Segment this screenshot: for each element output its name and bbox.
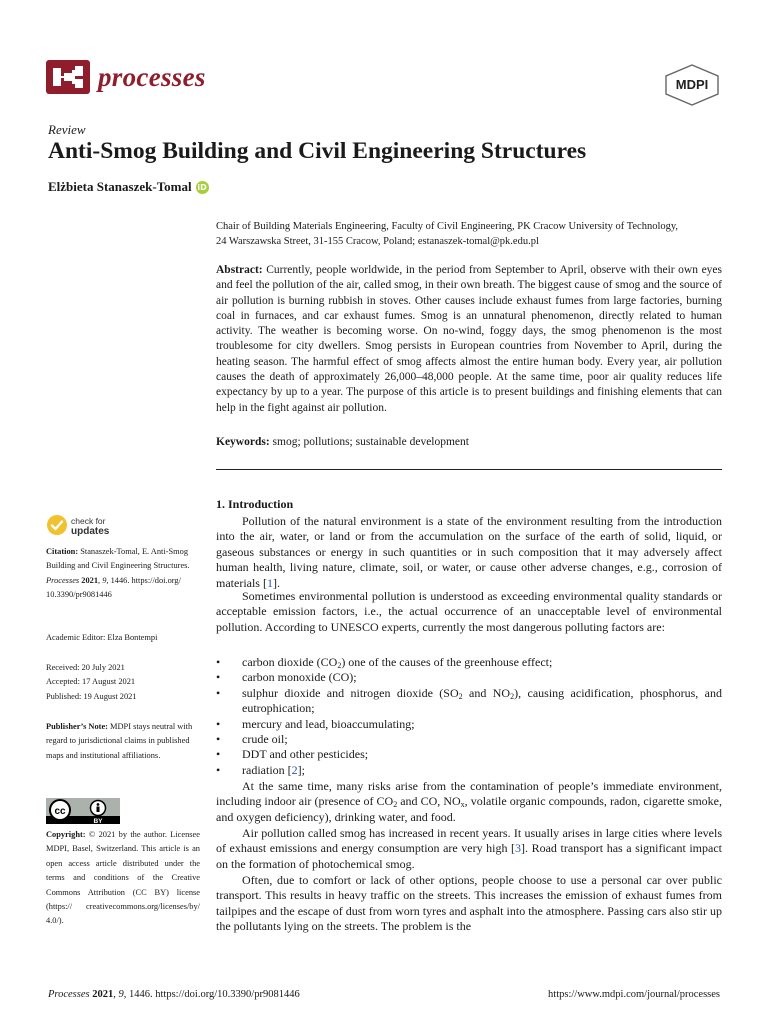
cc-by-label: BY	[93, 818, 103, 824]
affiliation-line: Chair of Building Materials Engineering, Faculty of Civil Engineering, PK Cracow University of Technology,	[216, 221, 679, 232]
citation-label: Citation:	[46, 547, 79, 556]
reference-link[interactable]: 3	[515, 841, 522, 856]
paragraph-text: Sometimes environmental pollution is understood as exceeding environmental quality standards or acceptable emission factors, i.e., the actual occurrence of an unacceptable level of environmental pollution. According to UNESCO experts, currently the most dangerous polluting factors are:	[216, 589, 722, 634]
subscript: 2	[458, 691, 463, 701]
list-item	[216, 717, 722, 732]
list-item-text: mercury and lead, bioaccumulating;	[242, 716, 415, 731]
received-date: Received: 20 July 2021	[46, 663, 125, 672]
check-updates-label: check for	[71, 516, 106, 526]
list-item-text: ];	[297, 762, 305, 777]
list-item	[216, 747, 722, 762]
footer-journal-url[interactable]: https://www.mdpi.com/journal/processes	[548, 989, 720, 1000]
bullet-icon: •	[216, 762, 221, 777]
list-item	[216, 686, 722, 717]
check-updates-label: updates	[71, 526, 110, 537]
mdpi-logo-icon[interactable]	[664, 64, 720, 106]
subscript: x	[460, 800, 465, 810]
list-item-text: crude oil;	[242, 732, 288, 747]
footer-doi-link[interactable]: , 1446. https://doi.org/10.3390/pr9081446	[123, 989, 300, 1000]
published-date: Published: 19 August 2021	[46, 691, 137, 701]
copyright	[46, 828, 200, 929]
list-item-text: ), causing acidification, phosphorus, and eutrophication;	[242, 685, 722, 716]
paragraph	[216, 826, 722, 872]
list-item	[216, 763, 722, 778]
author-name[interactable]: Elżbieta Stanaszek-Tomal	[48, 179, 192, 194]
list-item	[216, 732, 722, 747]
bullet-icon: •	[216, 685, 221, 700]
citation-volume: 9	[102, 575, 107, 585]
paragraph-text: ].	[272, 575, 280, 590]
publisher-name: MDPI	[675, 77, 709, 92]
paragraph-text: Air pollution called smog has increased in recent years. It usually arises in large cities where levels of exhaust emissions and energy consumption are very high [	[216, 826, 722, 856]
bullet-icon: •	[216, 716, 221, 731]
abstract-label: Abstract:	[216, 264, 263, 276]
paragraph-text: At the same time, many risks arise from the contamination of people’s immediate environment, including indoor air (presence of CO	[216, 779, 722, 809]
footer-volume: 9	[118, 989, 124, 1000]
paragraph	[216, 873, 722, 935]
abstract-text: Currently, people worldwide, in the period from September to April, observe with their own eyes and feel the pollution of the air, called smog, in their own breath. The biggest cause of smog and the source of air pollution is burning rubbish in stoves. Other causes include exhaust fumes from large factories, burning coal in furnaces, and car exhaust fumes. Smog is an unnatural phenomenon, directly related to human activity. The weather is becoming worse. On no-wind, foggy days, the smog phenomenon is the most troublesome for city dwellers. Smog persists in European countries from November to April, during the heating season. The harmful effect of smog affects almost the entire human body. Every year, air pollution causes the death of approximately 26,000–48,000 people. At the same time, poor air quality reduces life expectancy by up to a year. The purpose of this article is to present buildings and finishing elements that can help in the fight against air pollution.	[216, 264, 722, 414]
citation-journal: Processes	[46, 575, 80, 585]
list-item-text: DDT and other pesticides;	[242, 747, 369, 762]
list-item-text: carbon monoxide (CO);	[242, 670, 357, 685]
section-heading: 1. Introduction	[216, 497, 294, 511]
list-item-text: and NO	[462, 685, 511, 700]
journal-name[interactable]: processes	[98, 62, 206, 92]
affiliation	[216, 219, 726, 249]
bullet-list	[216, 655, 722, 778]
author-line	[48, 178, 209, 196]
footer-journal: Processes	[48, 989, 90, 1000]
citation: Citation: Stanaszek-Tomal, E. Anti-Smog Building and Civil Engineering Structures. Processes 2021, 9, 1446. https://doi.org/ 10.3390/pr9081446	[46, 547, 190, 600]
list-item-text: ) one of the causes of the greenhouse effect;	[341, 655, 553, 669]
list-item	[216, 670, 722, 685]
bullet-icon: •	[216, 747, 221, 762]
list-item-text: sulphur dioxide and nitrogen dioxide (SO	[242, 685, 459, 700]
abstract	[216, 263, 722, 416]
list-item-text: carbon dioxide (CO	[242, 655, 338, 669]
publisher-note	[46, 720, 200, 763]
list-item	[216, 655, 722, 670]
paragraph-text: ]. Road transport has a significant impact on the formation of photochemical smog.	[216, 841, 722, 871]
dates	[46, 661, 200, 704]
publisher-note-label: Publisher’s Note:	[46, 722, 108, 731]
subscript: 2	[393, 800, 398, 810]
copyright-label: Copyright:	[46, 830, 86, 839]
check-updates-icon	[46, 514, 68, 536]
citation-text: Stanaszek-Tomal, E. Anti-Smog Building and Civil Engineering Structures.	[46, 547, 190, 571]
list-item-text: radiation [	[242, 762, 292, 777]
bullet-icon: •	[216, 655, 221, 669]
article-title: Anti-Smog Building and Civil Engineering Structures	[48, 138, 587, 164]
paragraph-text: and CO, NO	[397, 794, 461, 809]
bullet-icon: •	[216, 732, 221, 747]
cc-by-license-icon[interactable]	[46, 798, 120, 824]
citation-doi[interactable]: , 1446. https://doi.org/ 10.3390/pr9081446	[46, 575, 181, 600]
publisher-note-text: MDPI stays neutral with regard to jurisdictional claims in published maps and institutional affiliations.	[46, 722, 193, 760]
accepted-date: Accepted: 17 August 2021	[46, 677, 136, 687]
paragraph-text: , volatile organic compounds, radon, cigarette smoke, and oxygen deficiency), drinking water, and food.	[216, 794, 722, 824]
paragraph	[216, 779, 722, 825]
divider	[216, 469, 722, 470]
subscript: 2	[510, 691, 515, 701]
copyright-text: © 2021 by the author. Licensee MDPI, Basel, Switzerland. This article is an open access article distributed under the terms and conditions of the Creative Commons Attribution (CC BY) license (https:// creativecommons.org/licenses/by/ 4.0/).	[46, 830, 200, 926]
reference-link[interactable]: 1	[266, 575, 273, 590]
paragraph	[216, 589, 722, 635]
check-for-updates-button[interactable]	[46, 514, 166, 540]
paragraph	[216, 514, 722, 591]
orcid-icon[interactable]: iD	[197, 182, 207, 192]
paragraph-text: Often, due to comfort or lack of other options, people choose to use a personal car over public transport. This results in heavy traffic on the streets. This increases the emission of exhaust fumes from tailpipes and the escape of dust from worn tyres and asphalt into the atmosphere. Passing cars also stir up the pollutants lying on the streets. The problem is the	[216, 873, 722, 934]
academic-editor: Academic Editor: Elza Bontempi	[46, 633, 158, 642]
subscript: 2	[337, 661, 342, 670]
footer-year: 2021	[92, 989, 114, 1000]
cc-label: cc	[54, 806, 66, 817]
paragraph-text: Pollution of the natural environment is a state of the environment resulting from the introduction into the air, water, or land or from the accumulation on the surface of the earth of solid, liquid, or gaseous substances or energy in such quantities or in such composition that it may adversely affect human health, living nature, climate, soil, or water, or cause other adverse changes, e.g., corrosion of materials [	[216, 514, 722, 590]
citation-year: 2021	[81, 575, 99, 585]
keywords-label: Keywords:	[216, 436, 270, 448]
journal-logo-icon	[46, 60, 90, 94]
bullet-icon: •	[216, 670, 221, 685]
reference-link[interactable]: 2	[291, 762, 298, 777]
keywords-text: smog; pollutions; sustainable development	[272, 436, 469, 448]
article-type: Review	[48, 122, 86, 137]
affiliation-line: 24 Warszawska Street, 31-155 Cracow, Poland; estanaszek-tomal@pk.edu.pl	[216, 236, 539, 247]
keywords	[216, 435, 722, 450]
footer-citation: Processes 2021, 9, 1446. https://doi.org/10.3390/pr9081446	[48, 989, 300, 1000]
